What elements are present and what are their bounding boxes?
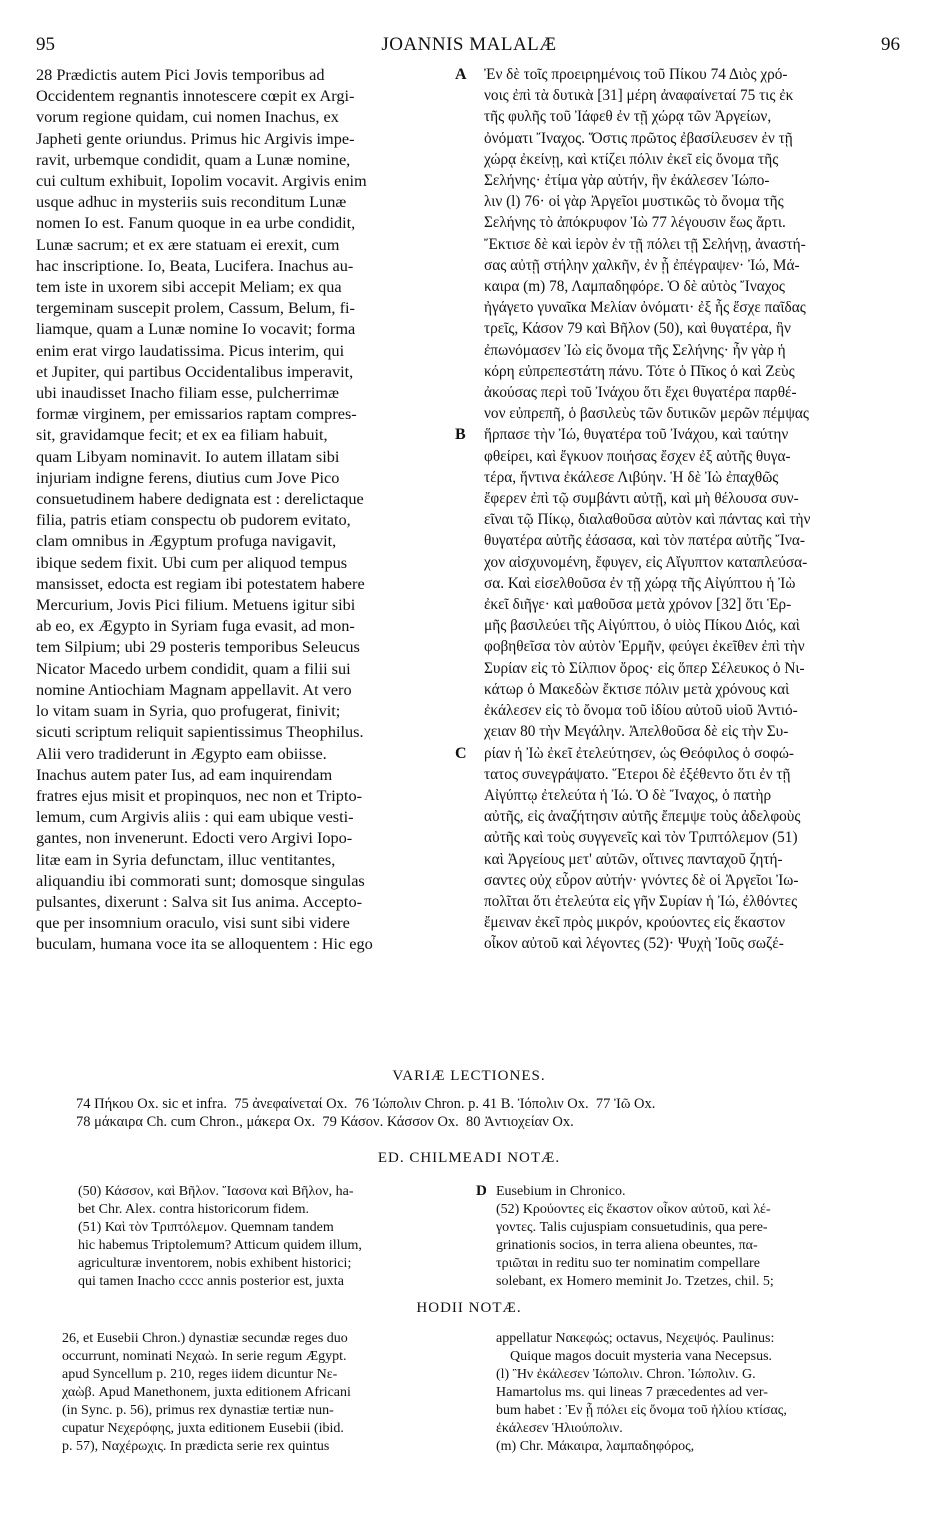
variae-lectiones-heading: VARIÆ LECTIONES. [392, 1068, 546, 1084]
chilmead-notes-heading: ED. CHILMEADI NOTÆ. [377, 1150, 561, 1166]
hodii-notes-left: 26, et Eusebii Chron.) dynastiæ secundæ reges duo occurrunt, nominati Νεχαὼ. In serie regum Ægypt. apud Syncellum p. 210, reges iidem dicuntur Νε- χαὼβ. Apud Manethonem, juxta editionem Africani (in Sync. p. 56), primus rex dynastiæ tertiæ nun- cupatur Νεχερόφης, juxta editionem Eusebii (ibid. p. 57), Ναχέρωχις. In prædicta serie rex quintus [62, 1331, 351, 1454]
hodii-notes-right: appellatur Νακεφώς; octavus, Νεχεψός. Paulinus: Quique magos docuit mysteria vana Necepsus. (l) Ἣν ἐκάλεσεν Ἰώπολιν. Chron. Ἰώπολιν. G. Hamartolus ms. qui lineas 7 præcedentes ad ver- bum habet : Ἐν ᾗ πόλει εἰς ὄνομα τοῦ ἡλίου κτίσας, ἐκάλεσεν Ἡλιούπολιν. (m) Chr. Μάκαιρα, λαμπαδηφόρος, [496, 1331, 787, 1454]
greek-column: Ἐν δὲ τοῖς προειρημένοις τοῦ Πίκου 74 Διὸς χρό- νοις ἐπὶ τὰ δυτικὰ [31] μέρη ἀναφαίνεταί 75 τις ἐκ τῆς φυλῆς τοῦ Ἰάφεθ ἐν τῇ χώρᾳ τῶν Ἀργείων, ὀνόματι Ἴναχος. Ὅστις πρῶτος ἐβασίλευσεν ἐν τῇ χώρᾳ ἐκείνῃ, καὶ κτίζει πόλιν ἐκεῖ εἰς ὄνομα τῆς Σελήνης· ἐτίμα γὰρ αὐτήν, ἣν ἐκάλεσεν Ἰώπο- λιν (l) 76· οἱ γὰρ Ἀργεῖοι μυστικῶς τὸ ὄνομα τῆς Σελήνης τὸ ἀπόκρυφον Ἰὼ 77 λέγουσιν ἕως ἄρτι. Ἔκτισε δὲ καὶ ἱερὸν ἐν τῇ πόλει τῇ Σελήνῃ, ἀναστή- σας αὐτῇ στήλην χαλκῆν, ἐν ᾗ ἐπέγραψεν· Ἰώ, Μά- καιρα (m) 78, Λαμπαδηφόρε. Ὁ δὲ αὐτὸς Ἴναχος ἠγάγετο γυναῖκα Μελίαν ὀνόματι· ἐξ ἧς ἔσχε παῖδας τρεῖς, Κάσον 79 καὶ Βῆλον (50), καὶ θυγατέρα, ἣν ἐπωνόμασεν Ἰὼ εἰς ὄνομα τῆς Σελήνης· ἦν γὰρ ἡ κόρη εὐπρεπεστάτη πάνυ. Τότε ὁ Πῖκος ὁ καὶ Ζεὺς ἀκούσας περὶ τοῦ Ἰνάχου ὅτι ἔχει θυγατέρα παρθέ- νον εὐπρεπῆ, ὁ βασιλεὺς τῶν δυτικῶν μερῶν πέμψας ἥρπασε τὴν Ἰώ, θυγατέρα τοῦ Ἰνάχου, καὶ ταύτην φθείρει, καὶ ἔγκυον ποιήσας ἔσχεν ἐξ αὐτῆς θυγα- τέρα, ἥντινα ἐκάλεσε Λιβύην. Ἡ δὲ Ἰὼ ἐπαχθῶς ἔφερεν ἐπὶ τῷ συμβάντι αὐτῇ, καὶ μὴ θέλουσα συν- εῖναι τῷ Πίκῳ, διαλαθοῦσα αὐτὸν καὶ πάντας καὶ τὴν θυγατέρα αὐτῆς ἐάσασα, καὶ τὸν πατέρα αὐτῆς Ἴνα- χον αἰσχυνομένη, ἔφυγεν, εἰς Αἴγυπτον καταπλεύσα- σα. Καὶ εἰσελθοῦσα ἐν τῇ χώρᾳ τῆς Αἰγύπτου ἡ Ἰὼ ἐκεῖ διῆγε· καὶ μαθοῦσα μετὰ χρόνον [32] ὅτι Ἑρ- μῆς βασιλεύει τῆς Αἰγύπτου, ὁ υἱὸς Πίκου Διός, καὶ φοβηθεῖσα τὸν αὐτὸν Ἑρμῆν, φεύγει ἐκεῖθεν ἐπὶ τὴν Συρίαν εἰς τὸ Σίλπιον ὄρος· εἰς ὅπερ Σέλευκος ὁ Νι- κάτωρ ὁ Μακεδὼν ἔκτισε πόλιν μετὰ χρόνους καὶ ἐκάλεσεν εἰς τὸ ὄνομα τοῦ ἰδίου αὐτοῦ υἱοῦ Ἀντιό- χειαν 80 τὴν Μεγάλην. Ἀπελθοῦσα δὲ εἰς τὴν Συ- ρίαν ἡ Ἰὼ ἐκεῖ ἐτελεύτησεν, ὡς Θεόφιλος ὁ σοφώ- τατος συνεγράψατο. Ἕτεροι δὲ ἐξέθεντο ὅτι ἐν τῇ Αἰγύπτῳ ἐτελεύτα ἡ Ἰώ. Ὁ δὲ Ἴναχος, ὁ πατὴρ αὐτῆς, εἰς ἀναζήτησιν αὐτῆς ἔπεμψε τοὺς ἀδελφοὺς αὐτῆς καὶ τοὺς συγγενεῖς καὶ τὸν Τριπτόλεμον (51) καὶ Ἀργείους μετ' αὐτῶν, οἵτινες πανταχοῦ ζητή- σαντες οὐχ εὗρον αὐτήν· γνόντες δὲ οἱ Ἀργεῖοι Ἰω- πολῖται ὅτι ἐτελεύτα εἰς γῆν Συρίαν ἡ Ἰώ, ἐλθόντες ἔμειναν ἐκεῖ πρὸς μικρόν, κρούοντες εἰς ἕκαστον οἶκον αὐτοῦ καὶ λέγοντες (52)· Ψυχὴ Ἰοῦς σωζέ- [484, 66, 811, 953]
chilmead-notes-right: Eusebium in Chronico. (52) Κρούοντες εἰς ἕκαστον οἶκον αὐτοῦ, καὶ λέ- γοντες. Talis cujuspiam consuetudinis, qua pere- grinationis socios, in terra aliena obeuntes, πα- τριῶται in reditu suo ter nominatim compellare solebant, ex Homero meminit Jo. Tzetzes, chil. 5; [496, 1184, 774, 1289]
hodii-notes-heading: HODII NOTÆ. [416, 1300, 522, 1316]
page-number-left: 95 [36, 34, 55, 55]
margin-letter-d: D [476, 1183, 487, 1199]
page-number-right: 96 [881, 34, 900, 55]
chilmead-notes-left: (50) Κάσσον, καὶ Βῆλον. Ἴασονα καὶ Βῆλον, ha- bet Chr. Alex. contra historicorum fidem. (51) Καὶ τὸν Τριπτόλεμον. Quemnam tandem hic habemus Triptolemum? Atticum quidem illum, agriculturæ inventorem, nobis exhibent historici; qui tamen Inacho cccc annis posterior est, juxta [78, 1184, 362, 1289]
running-title: JOANNIS MALALÆ [381, 34, 557, 55]
margin-section-letters: A B C [455, 66, 467, 762]
variae-lectiones-text: 74 Πήκου Ox. sic et infra. 75 ἀνεφαίνεταί Ox. 76 Ἰώπολιν Chron. p. 41 B. Ἰόπολιν Ox. 77 Ἰῶ Ox. 78 μάκαιρα Ch. cum Chron., μάκερα Ox. 79 Κάσον. Κάσσον Ox. 80 Ἀντιοχείαν Ox. [76, 1096, 656, 1130]
latin-column: 28 Prædictis autem Pici Jovis temporibus ad Occidentem regnantis innotescere cœpit ex Argi- vorum regione quidam, cui nomen Inachus, ex Japheti gente oriundus. Primus hic Argivis impe- ravit, urbemque condidit, quam a Lunæ nomine, cui cultum exhibuit, Iopolim vocavit. Argivis enim usque adhuc in mysteriis suis reconditum Lunæ nomen Io est. Fanum quoque in ea urbe condidit, Lunæ sacrum; et ex ære statuam ei erexit, cum hac inscriptione. Io, Beata, Lucifera. Inachus au- tem iste in uxorem sibi accepit Meliam; ex qua tergeminam suscepit prolem, Cassum, Belum, fi- liamque, quam a Lunæ nomine Io vocavit; forma enim erat virgo laudatissima. Picus interim, qui et Jupiter, qui partibus Occidentalibus imperavit, ubi inaudisset Inacho filiam esse, pulcherrimæ formæ virginem, per emissarios raptam compres- sit, gravidamque fecit; et ex ea filiam habuit, quam Libyam nominavit. Io autem illatam sibi injuriam indigne ferens, diutius cum Jove Pico consuetudinem habere dedignata est : derelictaque filia, patris etiam conspectu ob pudorem evitato, clam omnibus in Ægyptum profuga navigavit, ibique sedem fixit. Ubi cum per aliquod tempus mansisset, edocta est regiam ibi potestatem habere Mercurium, Jovis Pici filium. Metuens igitur sibi ab eo, ex Ægypto in Syriam fuga evasit, ad mon- tem Silpium; ubi 29 posteris temporibus Seleucus Nicator Macedo urbem condidit, quam a filii sui nomine Antiochiam Magnam appellavit. At vero lo vitam suam in Syria, quo profugerat, finivit; sicuti scriptum reliquit sapientissimus Theophilus. Alii vero tradiderunt in Ægypto eam obiisse. Inachus autem pater Ius, ad eam inquirendam fratres ejus misit et propinquos, nec non et Tripto- lemum, cum Argivis aliis : qui eam ubique vesti- gantes, non invenerunt. Edocti vero Argivi Iopo- litæ eam in Syria defunctam, illuc ventitantes, aliquandiu ibi commorati sunt; domosque singulas pulsantes, dixerunt : Salva sit Ius anima. Accepto- que per insomnium oraculo, visi sunt sibi videre buculam, humana voce ita se alloquentem : Hic ego [36, 65, 373, 954]
